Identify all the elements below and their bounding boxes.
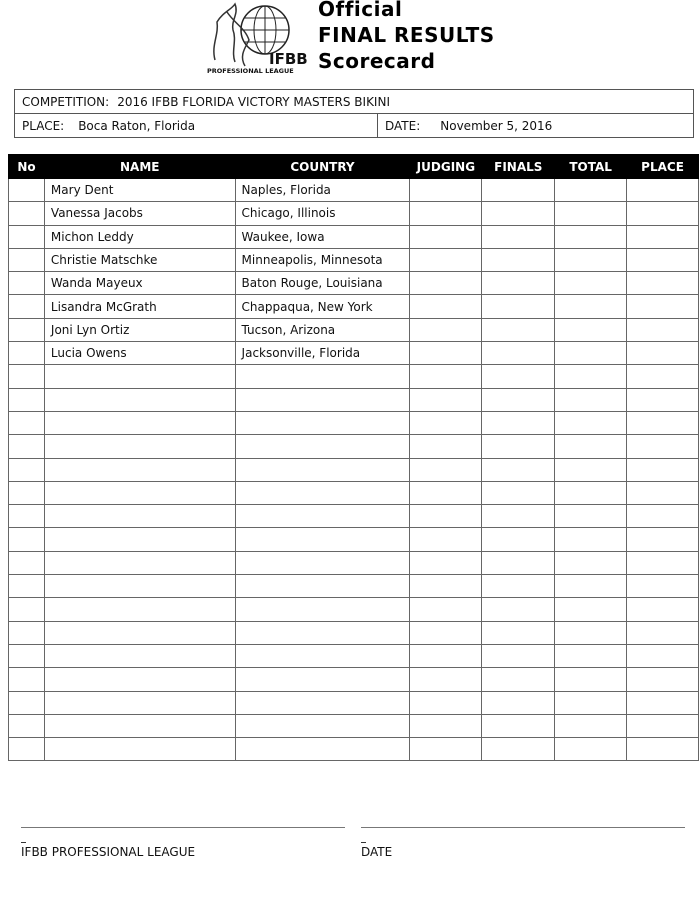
results-table (8, 154, 699, 761)
column-header-judging: JUDGING (410, 155, 482, 179)
table-row (9, 598, 699, 621)
cell-name (44, 668, 235, 691)
place-label: PLACE: (22, 118, 65, 133)
cell-finals (482, 598, 555, 621)
cell-country (235, 481, 410, 504)
table-header-row (9, 155, 699, 179)
cell-judging (410, 458, 482, 481)
column-header-finals: FINALS (482, 155, 555, 179)
cell-country: Tucson, Arizona (235, 318, 410, 341)
cell-name: Joni Lyn Ortiz (44, 318, 235, 341)
cell-name (44, 598, 235, 621)
cell-finals (482, 481, 555, 504)
cell-name (44, 575, 235, 598)
table-row (9, 481, 699, 504)
cell-finals (482, 435, 555, 458)
cell-name: Christie Matschke (44, 248, 235, 271)
signature-label-league: IFBB PROFESSIONAL LEAGUE (21, 845, 196, 859)
cell-judging (410, 435, 482, 458)
cell-name (44, 691, 235, 714)
cell-name: Mary Dent (44, 179, 235, 202)
cell-name (44, 365, 235, 388)
cell-name (44, 551, 235, 574)
cell-no (9, 248, 45, 271)
cell-judging (410, 668, 482, 691)
cell-total (555, 528, 627, 551)
cell-place (627, 458, 699, 481)
cell-finals (482, 318, 555, 341)
cell-no (9, 272, 45, 295)
table-row (9, 272, 699, 295)
cell-name (44, 714, 235, 737)
table-row (9, 738, 699, 761)
cell-place (627, 342, 699, 365)
cell-total (555, 248, 627, 271)
signature-line-league (21, 827, 345, 828)
cell-finals (482, 365, 555, 388)
cell-total (555, 644, 627, 667)
cell-judging (410, 179, 482, 202)
cell-place (627, 621, 699, 644)
table-row (9, 435, 699, 458)
cell-finals (482, 738, 555, 761)
cell-country: Baton Rouge, Louisiana (235, 272, 410, 295)
page-title (318, 0, 495, 74)
cell-place (627, 365, 699, 388)
cell-total (555, 714, 627, 737)
table-row (9, 202, 699, 225)
cell-finals (482, 505, 555, 528)
date-value: November 5, 2016 (440, 118, 553, 133)
cell-name (44, 528, 235, 551)
cell-place (627, 435, 699, 458)
signature-line-date (361, 827, 685, 828)
ifbb-logo-icon (205, 0, 310, 75)
table-row (9, 388, 699, 411)
column-header-name: NAME (44, 155, 235, 179)
cell-no (9, 644, 45, 667)
cell-judging (410, 342, 482, 365)
cell-judging (410, 621, 482, 644)
table-row (9, 318, 699, 341)
cell-place (627, 179, 699, 202)
cell-place (627, 318, 699, 341)
cell-total (555, 691, 627, 714)
cell-name (44, 435, 235, 458)
cell-no (9, 202, 45, 225)
table-row (9, 411, 699, 434)
table-body (9, 179, 699, 761)
cell-country (235, 621, 410, 644)
cell-total (555, 481, 627, 504)
cell-judging (410, 365, 482, 388)
svg-text:IFBB: IFBB (269, 50, 308, 68)
cell-total (555, 575, 627, 598)
cell-place (627, 551, 699, 574)
cell-country (235, 365, 410, 388)
cell-no (9, 505, 45, 528)
cell-country (235, 691, 410, 714)
cell-total (555, 202, 627, 225)
cell-finals (482, 295, 555, 318)
cell-name (44, 411, 235, 434)
cell-name (44, 738, 235, 761)
cell-country (235, 598, 410, 621)
cell-finals (482, 528, 555, 551)
cell-total (555, 295, 627, 318)
cell-no (9, 714, 45, 737)
cell-name (44, 388, 235, 411)
cell-no (9, 691, 45, 714)
column-header-no: No (9, 155, 45, 179)
cell-country (235, 435, 410, 458)
table-row (9, 248, 699, 271)
cell-judging (410, 225, 482, 248)
cell-no (9, 621, 45, 644)
cell-no (9, 342, 45, 365)
cell-judging (410, 248, 482, 271)
cell-no (9, 458, 45, 481)
place-date-row (15, 113, 693, 137)
cell-name (44, 505, 235, 528)
cell-country: Chappaqua, New York (235, 295, 410, 318)
cell-finals (482, 202, 555, 225)
cell-judging (410, 691, 482, 714)
cell-finals (482, 714, 555, 737)
cell-total (555, 435, 627, 458)
table-row (9, 179, 699, 202)
signature-tick-left (21, 842, 26, 843)
table-row (9, 342, 699, 365)
cell-country: Waukee, Iowa (235, 225, 410, 248)
cell-no (9, 481, 45, 504)
cell-finals (482, 388, 555, 411)
cell-name: Wanda Mayeux (44, 272, 235, 295)
cell-country: Chicago, Illinois (235, 202, 410, 225)
cell-place (627, 411, 699, 434)
cell-total (555, 458, 627, 481)
cell-finals (482, 551, 555, 574)
table-row (9, 644, 699, 667)
cell-judging (410, 714, 482, 737)
cell-place (627, 528, 699, 551)
column-header-place: PLACE (627, 155, 699, 179)
cell-judging (410, 272, 482, 295)
cell-judging (410, 551, 482, 574)
cell-judging (410, 738, 482, 761)
cell-country (235, 505, 410, 528)
cell-country (235, 714, 410, 737)
cell-finals (482, 621, 555, 644)
competition-value: 2016 IFBB FLORIDA VICTORY MASTERS BIKINI (117, 94, 390, 109)
cell-country: Naples, Florida (235, 179, 410, 202)
competition-label: COMPETITION: (22, 94, 110, 109)
place-value: Boca Raton, Florida (78, 118, 196, 133)
cell-no (9, 179, 45, 202)
cell-no (9, 411, 45, 434)
table-row (9, 691, 699, 714)
cell-total (555, 411, 627, 434)
date-label: DATE: (385, 118, 421, 133)
cell-total (555, 272, 627, 295)
signature-tick-right (361, 842, 366, 843)
cell-name (44, 644, 235, 667)
cell-finals (482, 575, 555, 598)
cell-judging (410, 295, 482, 318)
cell-no (9, 738, 45, 761)
cell-judging (410, 411, 482, 434)
cell-judging (410, 598, 482, 621)
table-row (9, 295, 699, 318)
cell-country (235, 575, 410, 598)
cell-total (555, 179, 627, 202)
cell-place (627, 248, 699, 271)
cell-name (44, 458, 235, 481)
cell-judging (410, 202, 482, 225)
title-line-scorecard: Scorecard (318, 49, 436, 73)
cell-total (555, 388, 627, 411)
cell-judging (410, 528, 482, 551)
cell-country (235, 668, 410, 691)
column-header-total: TOTAL (555, 155, 627, 179)
cell-name: Lucia Owens (44, 342, 235, 365)
cell-country (235, 458, 410, 481)
cell-no (9, 435, 45, 458)
cell-no (9, 318, 45, 341)
cell-total (555, 668, 627, 691)
competition-info-box (14, 89, 694, 138)
title-line-final-results: FINAL RESULTS (318, 23, 495, 47)
table-row (9, 505, 699, 528)
cell-country (235, 644, 410, 667)
column-header-country: COUNTRY (235, 155, 410, 179)
cell-no (9, 551, 45, 574)
cell-finals (482, 411, 555, 434)
cell-country (235, 411, 410, 434)
header (205, 0, 505, 78)
cell-finals (482, 458, 555, 481)
competition-row (15, 90, 693, 113)
table-row (9, 621, 699, 644)
cell-judging (410, 481, 482, 504)
cell-no (9, 388, 45, 411)
table-row (9, 365, 699, 388)
cell-total (555, 598, 627, 621)
cell-country (235, 551, 410, 574)
cell-judging (410, 388, 482, 411)
cell-place (627, 388, 699, 411)
cell-place (627, 668, 699, 691)
table-row (9, 668, 699, 691)
cell-place (627, 644, 699, 667)
title-line-official: Official (318, 0, 403, 21)
cell-total (555, 738, 627, 761)
cell-finals (482, 179, 555, 202)
cell-finals (482, 691, 555, 714)
cell-judging (410, 318, 482, 341)
cell-finals (482, 272, 555, 295)
cell-name (44, 621, 235, 644)
table-row (9, 458, 699, 481)
cell-name (44, 481, 235, 504)
cell-country: Minneapolis, Minnesota (235, 248, 410, 271)
cell-no (9, 668, 45, 691)
cell-judging (410, 505, 482, 528)
cell-place (627, 295, 699, 318)
signature-label-date: DATE (361, 845, 393, 859)
cell-no (9, 295, 45, 318)
cell-finals (482, 225, 555, 248)
table-row (9, 714, 699, 737)
cell-total (555, 225, 627, 248)
cell-no (9, 365, 45, 388)
cell-finals (482, 248, 555, 271)
cell-finals (482, 668, 555, 691)
cell-judging (410, 575, 482, 598)
cell-country: Jacksonville, Florida (235, 342, 410, 365)
cell-place (627, 505, 699, 528)
cell-no (9, 225, 45, 248)
cell-place (627, 202, 699, 225)
cell-total (555, 551, 627, 574)
table-row (9, 575, 699, 598)
table-row (9, 528, 699, 551)
cell-total (555, 621, 627, 644)
cell-place (627, 691, 699, 714)
cell-country (235, 738, 410, 761)
cell-place (627, 272, 699, 295)
cell-place (627, 714, 699, 737)
cell-country (235, 528, 410, 551)
cell-total (555, 342, 627, 365)
cell-name: Lisandra McGrath (44, 295, 235, 318)
cell-name: Michon Leddy (44, 225, 235, 248)
cell-total (555, 505, 627, 528)
cell-place (627, 575, 699, 598)
cell-place (627, 481, 699, 504)
cell-finals (482, 342, 555, 365)
table-row (9, 225, 699, 248)
cell-name: Vanessa Jacobs (44, 202, 235, 225)
cell-place (627, 738, 699, 761)
cell-no (9, 528, 45, 551)
cell-finals (482, 644, 555, 667)
svg-text:PROFESSIONAL LEAGUE: PROFESSIONAL LEAGUE (207, 67, 294, 75)
cell-total (555, 365, 627, 388)
cell-no (9, 575, 45, 598)
cell-total (555, 318, 627, 341)
cell-country (235, 388, 410, 411)
table-row (9, 551, 699, 574)
cell-judging (410, 644, 482, 667)
cell-place (627, 598, 699, 621)
cell-place (627, 225, 699, 248)
cell-no (9, 598, 45, 621)
